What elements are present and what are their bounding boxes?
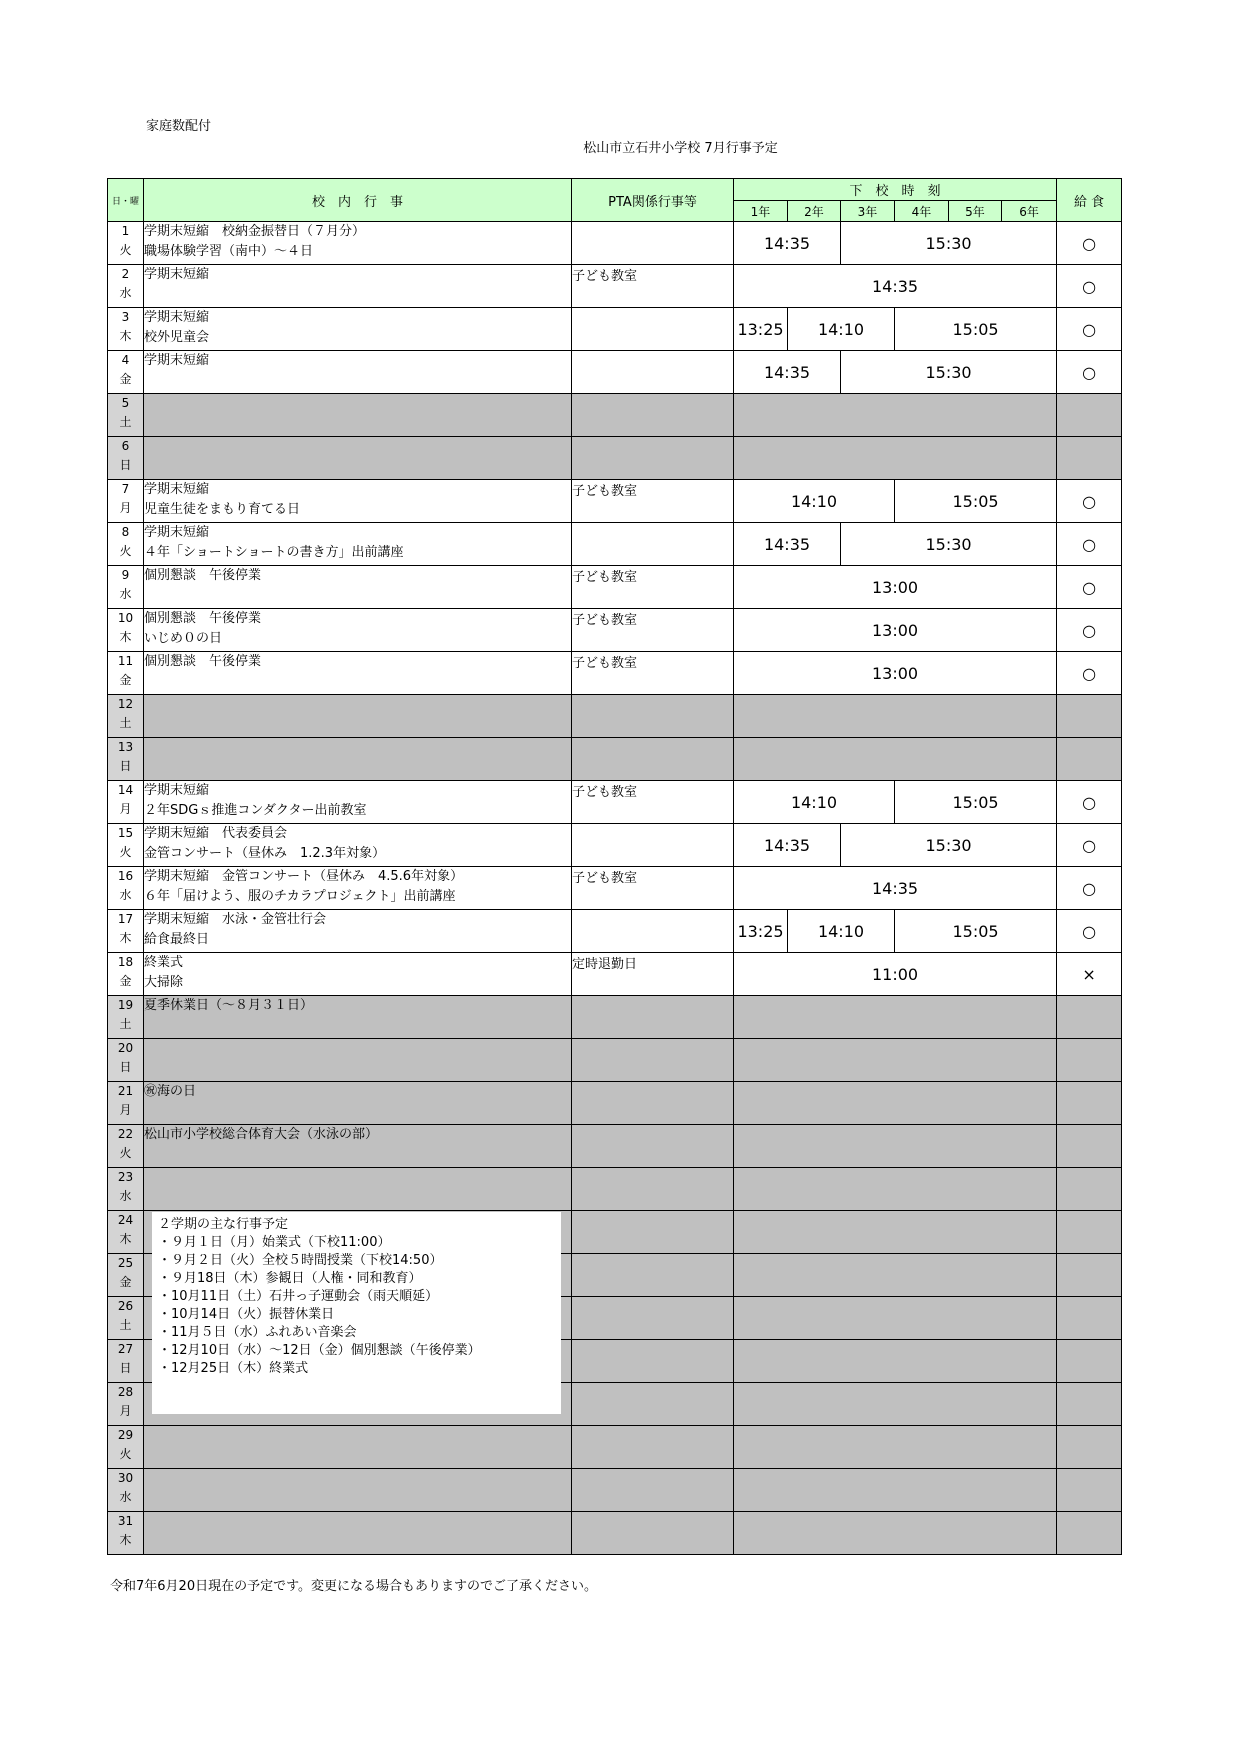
- lunch-cell: ○: [1057, 351, 1122, 394]
- day-of-week: 月: [119, 802, 132, 816]
- pta-event-cell: 子ども教室: [572, 566, 734, 609]
- day-number: 27: [117, 1342, 134, 1356]
- dismissal-time-cell: [734, 1168, 1057, 1211]
- day-of-week: 水: [119, 587, 132, 601]
- second-term-title: ２学期の主な行事予定: [158, 1217, 289, 1232]
- lunch-cell: [1057, 1297, 1122, 1340]
- day-of-week: 日: [119, 1361, 132, 1375]
- pta-event-cell: [572, 394, 734, 437]
- day-of-week: 日: [119, 759, 132, 773]
- dismissal-time-cell: 14:35: [734, 824, 841, 867]
- second-term-item: ・10月14日（火）振替休業日: [158, 1307, 335, 1322]
- day-of-week: 日: [119, 458, 132, 472]
- day-cell: [108, 1168, 144, 1211]
- pta-event-cell: 子ども教室: [572, 652, 734, 695]
- school-event-text: ㊗海の日: [144, 1084, 197, 1099]
- day-cell: [108, 566, 144, 609]
- school-event-text: ２年SDGｓ推進コンダクター出前教室: [144, 803, 367, 818]
- day-cell: [108, 781, 144, 824]
- day-cell: [108, 1512, 144, 1555]
- dismissal-time-cell: [734, 1383, 1057, 1426]
- dismissal-time-cell: 14:35: [734, 265, 1057, 308]
- day-number: 3: [121, 310, 130, 324]
- day-cell: [108, 351, 144, 394]
- dismissal-time-cell: [734, 437, 1057, 480]
- dismissal-time-cell: 14:10: [734, 781, 895, 824]
- dismissal-time-cell: 11:00: [734, 953, 1057, 996]
- dismissal-time-cell: 14:10: [788, 910, 895, 953]
- school-event-text: 個別懇談 午後停業: [144, 568, 262, 583]
- lunch-cell: [1057, 695, 1122, 738]
- pta-event-cell: [572, 1082, 734, 1125]
- day-of-week: 月: [119, 1404, 132, 1418]
- day-of-week: 木: [119, 630, 132, 644]
- second-term-box: [152, 1212, 561, 1414]
- school-event-text: 学期末短縮 金管コンサート（昼休み 4.5.6年対象）: [144, 869, 464, 884]
- lunch-cell: [1057, 1340, 1122, 1383]
- dismissal-time-cell: 15:05: [895, 480, 1057, 523]
- header-grade-6: 6年: [1002, 201, 1057, 222]
- school-event-cell: [144, 308, 572, 351]
- schedule-row: [108, 480, 1122, 523]
- header-dismissal-time: 下 校 時 刻: [734, 179, 1057, 201]
- day-of-week: 木: [119, 1232, 132, 1246]
- schedule-row: [108, 1082, 1122, 1125]
- schedule-row: [108, 695, 1122, 738]
- dismissal-time-cell: [734, 1254, 1057, 1297]
- school-event-text: 松山市小学校総合体育大会（水泳の部）: [144, 1127, 379, 1142]
- day-of-week: 木: [119, 931, 132, 945]
- header-grade-2: 2年: [788, 201, 841, 222]
- school-event-text: いじめ０の日: [144, 631, 223, 646]
- day-cell: [108, 738, 144, 781]
- day-of-week: 火: [119, 845, 132, 859]
- lunch-cell: [1057, 1125, 1122, 1168]
- day-of-week: 水: [119, 888, 132, 902]
- lunch-cell: ○: [1057, 566, 1122, 609]
- day-number: 15: [117, 826, 134, 840]
- pta-event-cell: [572, 222, 734, 265]
- day-of-week: 土: [119, 1017, 132, 1031]
- school-event-text: 個別懇談 午後停業: [144, 654, 262, 669]
- pta-event-cell: [572, 437, 734, 480]
- pta-event-cell: [572, 523, 734, 566]
- dismissal-time-cell: [734, 1082, 1057, 1125]
- school-event-cell: [144, 566, 572, 609]
- day-number: 30: [117, 1471, 134, 1485]
- pta-event-cell: [572, 910, 734, 953]
- document-title: 松山市立石井小学校 7月行事予定: [583, 141, 778, 156]
- day-number: 20: [117, 1041, 134, 1055]
- school-event-cell: [144, 1426, 572, 1469]
- day-of-week: 火: [119, 1146, 132, 1160]
- pta-event-cell: [572, 1168, 734, 1211]
- day-number: 13: [117, 740, 134, 754]
- dismissal-time-cell: 15:05: [895, 910, 1057, 953]
- day-of-week: 金: [119, 372, 132, 386]
- dismissal-time-cell: 15:30: [841, 222, 1057, 265]
- day-cell: [108, 1340, 144, 1383]
- schedule-row: [108, 738, 1122, 781]
- school-event-text: 校外児童会: [144, 330, 210, 345]
- dismissal-time-cell: 13:00: [734, 609, 1057, 652]
- school-event-text: 児童生徒をまもり育てる日: [144, 502, 301, 517]
- school-event-cell: [144, 652, 572, 695]
- day-cell: [108, 523, 144, 566]
- day-of-week: 水: [119, 1490, 132, 1504]
- day-number: 24: [117, 1213, 134, 1227]
- schedule-row: [108, 1512, 1122, 1555]
- day-of-week: 土: [119, 716, 132, 730]
- school-event-text: 給食最終日: [144, 932, 210, 947]
- day-cell: [108, 695, 144, 738]
- school-event-text: 終業式: [144, 955, 184, 970]
- pta-event-cell: [572, 1512, 734, 1555]
- pta-event-cell: [572, 1254, 734, 1297]
- pta-event-cell: [572, 1340, 734, 1383]
- day-number: 11: [117, 654, 134, 668]
- schedule-row: [108, 867, 1122, 910]
- pta-event-cell: [572, 738, 734, 781]
- pta-event-cell: 子ども教室: [572, 781, 734, 824]
- pta-event-cell: 子ども教室: [572, 265, 734, 308]
- pta-event-cell: [572, 996, 734, 1039]
- day-number: 1: [121, 224, 130, 238]
- day-cell: [108, 1039, 144, 1082]
- day-number: 8: [121, 525, 130, 539]
- school-event-text: 学期末短縮: [144, 783, 210, 798]
- day-number: 28: [117, 1385, 134, 1399]
- day-number: 18: [117, 955, 134, 969]
- lunch-cell: ○: [1057, 523, 1122, 566]
- school-event-text: 職場体験学習（南中）～４日: [144, 244, 314, 259]
- day-of-week: 土: [119, 415, 132, 429]
- dismissal-time-cell: 13:00: [734, 652, 1057, 695]
- dismissal-time-cell: [734, 1039, 1057, 1082]
- pta-event-cell: 子ども教室: [572, 609, 734, 652]
- day-cell: [108, 867, 144, 910]
- dismissal-time-cell: [734, 1125, 1057, 1168]
- school-event-cell: [144, 910, 572, 953]
- second-term-item: ・９月18日（木）参観日（人権・同和教育）: [158, 1271, 422, 1286]
- schedule-row: [108, 953, 1122, 996]
- dismissal-time-cell: 14:35: [734, 351, 841, 394]
- school-event-cell: [144, 222, 572, 265]
- school-event-text: 夏季休業日（～８月３１日）: [144, 998, 314, 1013]
- dismissal-time-cell: 15:30: [841, 824, 1057, 867]
- schedule-row: [108, 1125, 1122, 1168]
- day-cell: [108, 953, 144, 996]
- day-cell: [108, 437, 144, 480]
- school-event-cell: [144, 867, 572, 910]
- lunch-cell: [1057, 996, 1122, 1039]
- school-event-cell: [144, 738, 572, 781]
- dismissal-time-cell: 13:25: [734, 308, 788, 351]
- header-grade-4: 4年: [895, 201, 949, 222]
- school-event-cell: [144, 265, 572, 308]
- schedule-row: [108, 351, 1122, 394]
- day-number: 4: [121, 353, 130, 367]
- pta-event-cell: [572, 1039, 734, 1082]
- pta-event-cell: 定時退勤日: [572, 953, 734, 996]
- pta-event-cell: [572, 351, 734, 394]
- day-number: 25: [117, 1256, 134, 1270]
- distribution-note: 家庭数配付: [146, 119, 212, 134]
- school-event-text: 学期末短縮: [144, 353, 210, 368]
- schedule-row: [108, 437, 1122, 480]
- lunch-cell: [1057, 1039, 1122, 1082]
- day-cell: [108, 1297, 144, 1340]
- lunch-cell: ×: [1057, 953, 1122, 996]
- day-number: 26: [117, 1299, 134, 1313]
- dismissal-time-cell: [734, 695, 1057, 738]
- lunch-cell: [1057, 1512, 1122, 1555]
- day-cell: [108, 996, 144, 1039]
- day-number: 16: [117, 869, 134, 883]
- second-term-item: ・12月25日（木）終業式: [158, 1361, 309, 1376]
- school-event-cell: [144, 437, 572, 480]
- day-of-week: 火: [119, 1447, 132, 1461]
- second-term-item: ・10月11日（土）石井っ子運動会（雨天順延）: [158, 1289, 439, 1304]
- day-cell: [108, 265, 144, 308]
- day-number: 7: [121, 482, 130, 496]
- schedule-row: [108, 394, 1122, 437]
- school-event-cell: [144, 609, 572, 652]
- header-school-lunch: 給 食: [1057, 179, 1122, 222]
- header-pta-events: PTA関係行事等: [572, 179, 734, 222]
- dismissal-time-cell: [734, 1469, 1057, 1512]
- day-cell: [108, 910, 144, 953]
- dismissal-time-cell: 14:10: [788, 308, 895, 351]
- day-cell: [108, 1125, 144, 1168]
- dismissal-time-cell: [734, 394, 1057, 437]
- school-event-cell: [144, 781, 572, 824]
- dismissal-time-cell: [734, 1512, 1057, 1555]
- dismissal-time-cell: 14:10: [734, 480, 895, 523]
- day-of-week: 月: [119, 1103, 132, 1117]
- school-event-cell: [144, 953, 572, 996]
- school-event-text: 大掃除: [144, 975, 184, 990]
- dismissal-time-cell: [734, 738, 1057, 781]
- school-event-cell: [144, 1469, 572, 1512]
- second-term-item: ・９月２日（火）全校５時間授業（下校14:50）: [158, 1253, 443, 1268]
- pta-event-cell: [572, 1469, 734, 1512]
- lunch-cell: ○: [1057, 480, 1122, 523]
- school-event-text: 学期末短縮 校納金振替日（７月分）: [144, 224, 366, 239]
- day-of-week: 木: [119, 1533, 132, 1547]
- school-event-cell: [144, 1082, 572, 1125]
- day-of-week: 火: [119, 243, 132, 257]
- lunch-cell: ○: [1057, 265, 1122, 308]
- header-grade-1: 1年: [734, 201, 788, 222]
- schedule-row: [108, 1168, 1122, 1211]
- school-event-text: ６年「届けよう、服のチカラプロジェクト」出前講座: [144, 889, 456, 904]
- dismissal-time-cell: [734, 1340, 1057, 1383]
- pta-event-cell: 子ども教室: [572, 867, 734, 910]
- day-number: 6: [121, 439, 130, 453]
- day-number: 19: [117, 998, 134, 1012]
- lunch-cell: [1057, 437, 1122, 480]
- school-event-text: 金管コンサート（昼休み 1.2.3年対象）: [144, 846, 386, 861]
- pta-event-cell: [572, 1125, 734, 1168]
- schedule-row: [108, 222, 1122, 265]
- day-of-week: 水: [119, 1189, 132, 1203]
- pta-event-cell: [572, 1383, 734, 1426]
- day-of-week: 火: [119, 544, 132, 558]
- dismissal-time-cell: [734, 1426, 1057, 1469]
- school-event-cell: [144, 394, 572, 437]
- day-cell: [108, 652, 144, 695]
- school-event-cell: [144, 1512, 572, 1555]
- lunch-cell: [1057, 1254, 1122, 1297]
- school-event-cell: [144, 695, 572, 738]
- footer-note: 令和7年6月20日現在の予定です。変更になる場合もありますのでご了承ください。: [110, 1579, 598, 1594]
- day-number: 31: [117, 1514, 134, 1528]
- day-cell: [108, 308, 144, 351]
- school-event-text: 学期末短縮 代表委員会: [144, 826, 288, 841]
- lunch-cell: ○: [1057, 781, 1122, 824]
- schedule-row: [108, 652, 1122, 695]
- school-event-text: 学期末短縮: [144, 267, 210, 282]
- lunch-cell: ○: [1057, 867, 1122, 910]
- schedule-row: [108, 308, 1122, 351]
- lunch-cell: [1057, 394, 1122, 437]
- dismissal-time-cell: 15:05: [895, 781, 1057, 824]
- pta-event-cell: [572, 1297, 734, 1340]
- schedule-row: [108, 523, 1122, 566]
- lunch-cell: [1057, 1168, 1122, 1211]
- dismissal-time-cell: [734, 1211, 1057, 1254]
- lunch-cell: ○: [1057, 609, 1122, 652]
- schedule-row: [108, 910, 1122, 953]
- schedule-row: [108, 609, 1122, 652]
- lunch-cell: ○: [1057, 652, 1122, 695]
- day-of-week: 土: [119, 1318, 132, 1332]
- day-cell: [108, 1082, 144, 1125]
- school-event-text: 学期末短縮: [144, 525, 210, 540]
- lunch-cell: [1057, 1426, 1122, 1469]
- day-number: 12: [117, 697, 134, 711]
- school-event-cell: [144, 996, 572, 1039]
- day-number: 23: [117, 1170, 134, 1184]
- schedule-row: [108, 781, 1122, 824]
- school-event-text: 学期末短縮: [144, 310, 210, 325]
- header-school-events: 校 内 行 事: [144, 179, 572, 222]
- day-of-week: 木: [119, 329, 132, 343]
- schedule-row: [108, 1469, 1122, 1512]
- dismissal-time-cell: 14:35: [734, 523, 841, 566]
- pta-event-cell: [572, 1426, 734, 1469]
- dismissal-time-cell: 15:05: [895, 308, 1057, 351]
- day-cell: [108, 1469, 144, 1512]
- day-of-week: 水: [119, 286, 132, 300]
- lunch-cell: ○: [1057, 222, 1122, 265]
- schedule-row: [108, 824, 1122, 867]
- day-cell: [108, 1254, 144, 1297]
- school-event-text: ４年「ショートショートの書き方」出前講座: [144, 545, 404, 560]
- day-cell: [108, 480, 144, 523]
- day-cell: [108, 609, 144, 652]
- day-of-week: 月: [119, 501, 132, 515]
- school-event-text: 学期末短縮 水泳・金管壮行会: [144, 912, 327, 927]
- day-number: 21: [117, 1084, 134, 1098]
- pta-event-cell: [572, 824, 734, 867]
- school-event-cell: [144, 351, 572, 394]
- day-of-week: 金: [119, 974, 132, 988]
- day-cell: [108, 222, 144, 265]
- lunch-cell: [1057, 1211, 1122, 1254]
- dismissal-time-cell: [734, 996, 1057, 1039]
- second-term-item: ・12月10日（水）～12日（金）個別懇談（午後停業）: [158, 1343, 481, 1358]
- lunch-cell: [1057, 1082, 1122, 1125]
- school-event-cell: [144, 1039, 572, 1082]
- lunch-cell: ○: [1057, 910, 1122, 953]
- day-cell: [108, 1211, 144, 1254]
- pta-event-cell: [572, 1211, 734, 1254]
- day-number: 22: [117, 1127, 134, 1141]
- pta-event-cell: [572, 308, 734, 351]
- pta-event-cell: 子ども教室: [572, 480, 734, 523]
- day-number: 17: [117, 912, 134, 926]
- day-of-week: 日: [119, 1060, 132, 1074]
- school-event-cell: [144, 1168, 572, 1211]
- school-event-text: 個別懇談 午後停業: [144, 611, 262, 626]
- schedule-row: [108, 566, 1122, 609]
- schedule-row: [108, 1426, 1122, 1469]
- dismissal-time-cell: 14:35: [734, 867, 1057, 910]
- school-event-cell: [144, 523, 572, 566]
- lunch-cell: [1057, 1469, 1122, 1512]
- school-event-cell: [144, 824, 572, 867]
- day-number: 2: [121, 267, 130, 281]
- day-cell: [108, 824, 144, 867]
- day-number: 10: [117, 611, 134, 625]
- schedule-row: [108, 996, 1122, 1039]
- lunch-cell: [1057, 1383, 1122, 1426]
- dismissal-time-cell: 15:30: [841, 351, 1057, 394]
- lunch-cell: [1057, 738, 1122, 781]
- dismissal-time-cell: 15:30: [841, 523, 1057, 566]
- second-term-item: ・９月１日（月）始業式（下校11:00）: [158, 1235, 391, 1250]
- day-of-week: 金: [119, 673, 132, 687]
- schedule-row: [108, 265, 1122, 308]
- dismissal-time-cell: [734, 1297, 1057, 1340]
- day-number: 5: [121, 396, 130, 410]
- dismissal-time-cell: 14:35: [734, 222, 841, 265]
- lunch-cell: ○: [1057, 308, 1122, 351]
- school-event-text: 学期末短縮: [144, 482, 210, 497]
- school-event-cell: [144, 1125, 572, 1168]
- second-term-item: ・11月５日（水）ふれあい音楽会: [158, 1325, 357, 1340]
- day-number: 14: [117, 783, 134, 797]
- schedule-row: [108, 1039, 1122, 1082]
- dismissal-time-cell: 13:00: [734, 566, 1057, 609]
- pta-event-cell: [572, 695, 734, 738]
- lunch-cell: ○: [1057, 824, 1122, 867]
- day-cell: [108, 1426, 144, 1469]
- day-number: 9: [121, 568, 130, 582]
- day-of-week: 金: [119, 1275, 132, 1289]
- day-number: 29: [117, 1428, 134, 1442]
- header-grade-3: 3年: [841, 201, 895, 222]
- school-event-cell: [144, 480, 572, 523]
- header-grade-5: 5年: [949, 201, 1002, 222]
- day-cell: [108, 1383, 144, 1426]
- dismissal-time-cell: 13:25: [734, 910, 788, 953]
- day-cell: [108, 394, 144, 437]
- header-day: 日・曜: [108, 179, 144, 222]
